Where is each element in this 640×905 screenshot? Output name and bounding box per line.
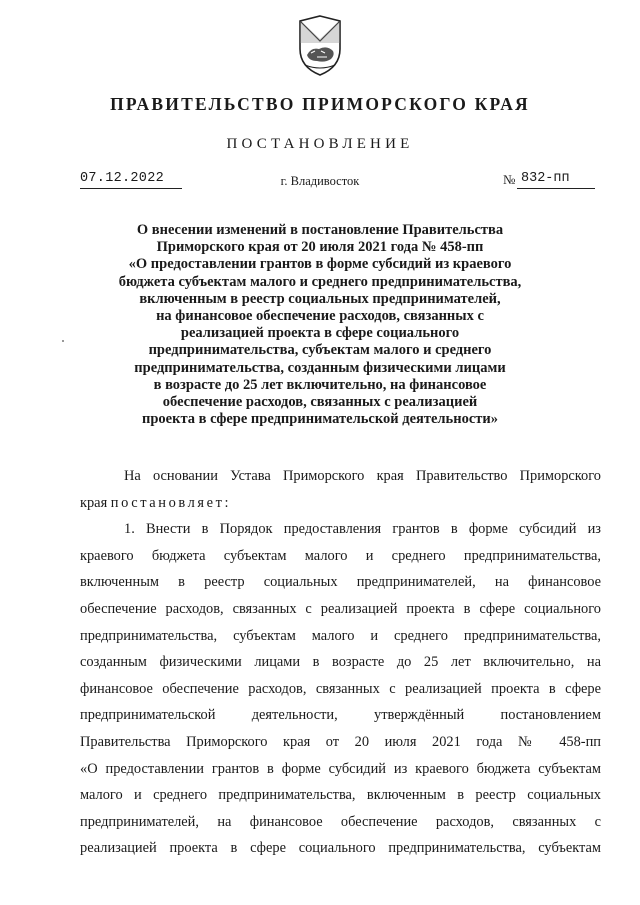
heading-line: обеспечение расходов, связанных с реализацией [162, 394, 478, 411]
document-number: 832-пп [521, 171, 570, 186]
paragraph-line: финансовое обеспечение расходов, связанных с реализацией проекта в сфере [80, 680, 601, 697]
margin-mark [62, 340, 64, 342]
document-heading [110, 222, 530, 428]
paragraph-line: малого и среднего предпринимательства, включенным в реестр социальных [80, 787, 601, 804]
document-date: 07.12.2022 [80, 171, 165, 186]
heading-line: включенным в реестр социальных предпринимателей, [139, 290, 501, 307]
document-body [80, 463, 601, 862]
preamble-prefix: края [80, 494, 111, 511]
heading-line: проекта в сфере предпринимательской деятельности» [142, 411, 498, 428]
heading-line: бюджета субъектам малого и среднего предпринимательства, [118, 273, 522, 290]
paragraph-line: включенным в реестр социальных предпринимателей, на финансовое [80, 574, 601, 591]
heading-line: предпринимательства, созданным физическими лицами [134, 359, 506, 376]
document-number-label: № [503, 172, 516, 187]
paragraph-line: «О предоставлении грантов в форме субсидий из краевого бюджета субъектам [80, 760, 601, 777]
heading-line: в возрасте до 25 лет включительно, на финансовое [153, 376, 487, 393]
paragraph-line: предпринимателей, на финансовое обеспечение расходов, связанных с [80, 813, 601, 830]
decree-word: постановляет: [110, 494, 232, 511]
paragraph-line: предпринимательской деятельности, утверждённый постановлением [80, 707, 601, 724]
heading-line: О внесении изменений в постановление Правительства [136, 222, 504, 238]
coat-of-arms-emblem [297, 15, 343, 77]
heading-line: на финансовое обеспечение расходов, связанных с [156, 308, 484, 325]
heading-line: Приморского края от 20 июля 2021 года № 458-пп [156, 239, 484, 256]
preamble-line [80, 490, 601, 517]
preamble-line: На основании Устава Приморского края Правительство Приморского [124, 468, 601, 484]
paragraph-line: созданным физическими лицами в возрасте до 25 лет включительно, на [80, 654, 601, 671]
heading-line: «О предоставлении грантов в форме субсидий из краевого [128, 256, 512, 273]
number-underline [517, 188, 595, 189]
heading-line: предпринимательства, субъектам малого и среднего [148, 342, 492, 359]
document-meta-row [0, 171, 640, 193]
paragraph-line: 1. Внести в Порядок предоставления грантов в форме субсидий из [124, 521, 601, 538]
document-type: ПОСТАНОВЛЕНИЕ [226, 136, 414, 152]
government-title: ПРАВИТЕЛЬСТВО ПРИМОРСКОГО КРАЯ [110, 94, 530, 114]
document-city: г. Владивосток [280, 174, 360, 188]
paragraph-line: краевого бюджета субъектам малого и среднего предпринимательства, [80, 547, 601, 564]
paragraph-line: Правительства Приморского края от 20 июля 2021 года № 458-пп [80, 733, 601, 750]
paragraph-line: предпринимательства, субъектам малого и среднего предпринимательства, [80, 627, 601, 644]
heading-line: реализацией проекта в сфере социального [180, 325, 460, 342]
paragraph-line: обеспечение расходов, связанных с реализацией проекта в сфере социального [80, 600, 601, 617]
paragraph-line: реализацией проекта в сфере социального предпринимательства, субъектам [80, 840, 601, 857]
